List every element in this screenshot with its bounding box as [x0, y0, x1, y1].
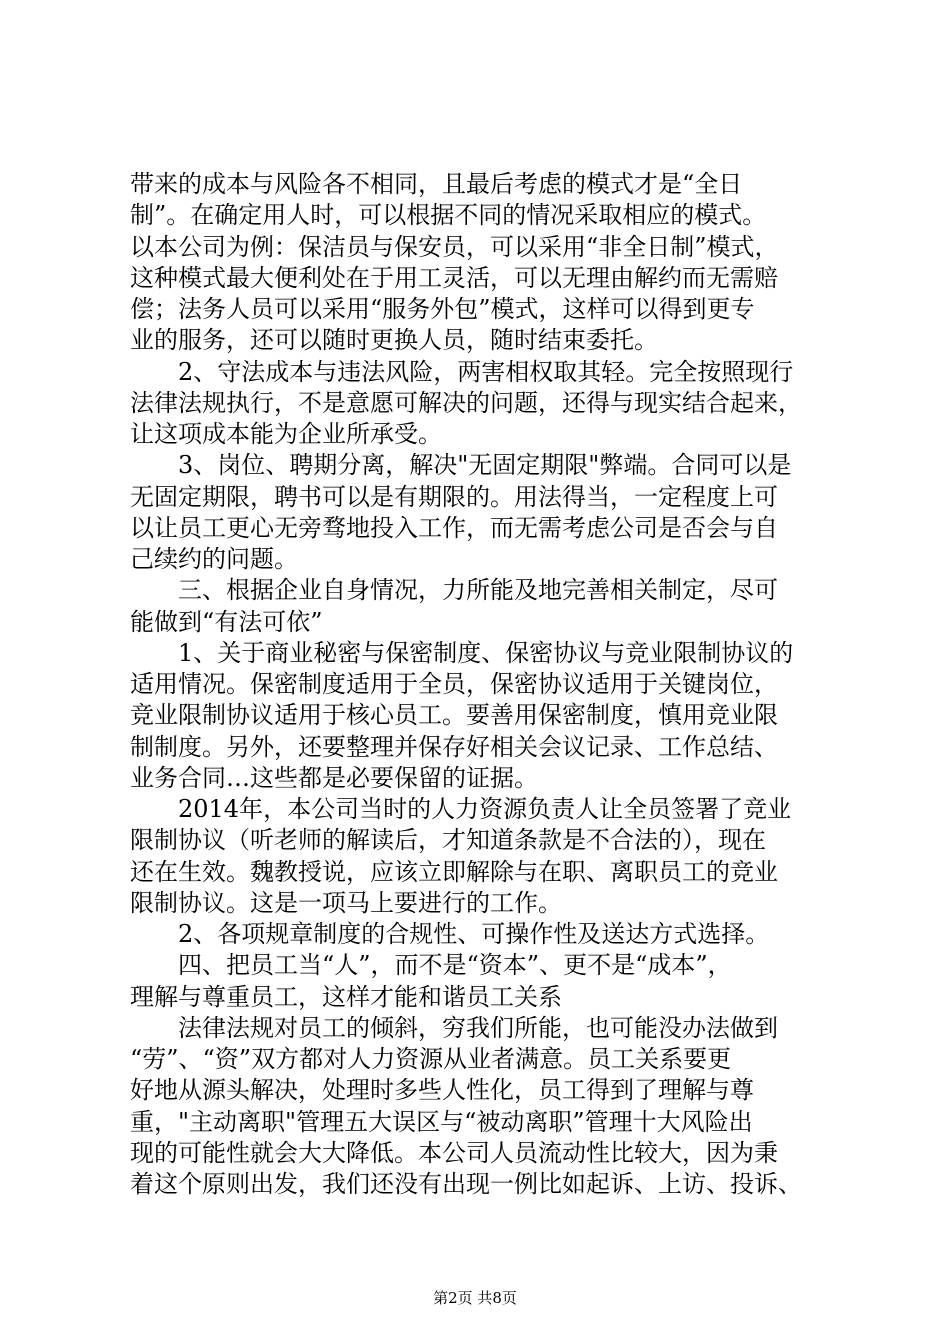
- text-line: 1、关于商业秘密与保密制度、保密协议与竞业限制协议的: [130, 638, 794, 667]
- text-line: 适用情况。保密制度适用于全员，保密协议适用于关键岗位，: [130, 670, 778, 698]
- text-line: “劳”、“资”双方都对人力资源从业者满意。员工关系要更: [130, 1045, 732, 1073]
- text-line: 法律法规执行，不是意愿可解决的问题，还得与现实结合起来，: [130, 388, 802, 417]
- text-line: 理解与尊重员工，这样才能和谐员工关系: [130, 982, 562, 1011]
- text-line: 让这项成本能为企业所承受。: [130, 420, 442, 448]
- text-line: 这种模式最大便利处在于用工灵活，可以无理由解约而无需赔: [130, 263, 778, 292]
- text-line: 2、各项规章制度的合规性、可操作性及送达方式选择。: [130, 920, 770, 948]
- text-line: 偿；法务人员可以采用“服务外包”模式，这样可以得到更专: [130, 295, 755, 323]
- text-line: 业务合同…这些都是必要保留的证据。: [130, 763, 538, 792]
- text-line: 制制度。另外，还要整理并保存好相关会议记录、工作总结、: [130, 732, 778, 761]
- text-line: 以让员工更心无旁骛地投入工作，而无需考虑公司是否会与自: [130, 513, 778, 542]
- text-line: 四、把员工当“人”，而不是“资本”、更不是“成本”，: [130, 951, 732, 980]
- text-line: 无固定期限，聘书可以是有期限的。用法得当，一定程度上可: [130, 482, 778, 511]
- text-line: 能做到“有法可依”: [130, 607, 323, 636]
- text-line: 3、岗位、聘期分离，解决"无固定期限"弊端。合同可以是: [130, 451, 792, 480]
- text-line: 以本公司为例：保洁员与保安员，可以采用“非全日制”模式，: [130, 232, 779, 261]
- text-line: 重，"主动离职"管理五大误区与“被动离职”管理十大风险出: [130, 1107, 753, 1136]
- text-line: 好地从源头解决，处理时多些人性化，员工得到了理解与尊: [130, 1076, 754, 1105]
- text-line: 2、守法成本与违法风险，两害相权取其轻。完全按照现行: [130, 357, 794, 386]
- text-line: 业的服务，还可以随时更换人员，随时结束委托。: [130, 326, 658, 355]
- text-line: 还在生效。魏教授说，应该立即解除与在职、离职员工的竞业: [130, 857, 778, 886]
- text-line: 法律法规对员工的倾斜，穷我们所能，也可能没办法做到: [130, 1013, 778, 1042]
- text-line: 限制协议（听老师的解读后，才知道条款是不合法的），现在: [130, 826, 766, 855]
- text-line: 带来的成本与风险各不相同，且最后考虑的模式才是“全日: [130, 170, 743, 198]
- text-line: 2014年，本公司当时的人力资源负责人让全员签署了竞业: [130, 795, 792, 823]
- text-line: 己续约的问题。: [130, 545, 298, 573]
- text-line: 竞业限制协议适用于核心员工。要善用保密制度，慎用竞业限: [130, 701, 778, 730]
- text-line: 着这个原则出发，我们还没有出现一例比如起诉、上访、投诉、: [130, 1170, 802, 1198]
- text-line: 制”。在确定用人时，可以根据不同的情况采取相应的模式。: [130, 201, 767, 230]
- text-line: 三、根据企业自身情况，力所能及地完善相关制定，尽可: [130, 576, 778, 605]
- text-line: 现的可能性就会大大降低。本公司人员流动性比较大，因为秉: [130, 1138, 778, 1167]
- page-footer: 第2页 共8页: [433, 1289, 517, 1307]
- text-line: 限制协议。这是一项马上要进行的工作。: [130, 888, 562, 917]
